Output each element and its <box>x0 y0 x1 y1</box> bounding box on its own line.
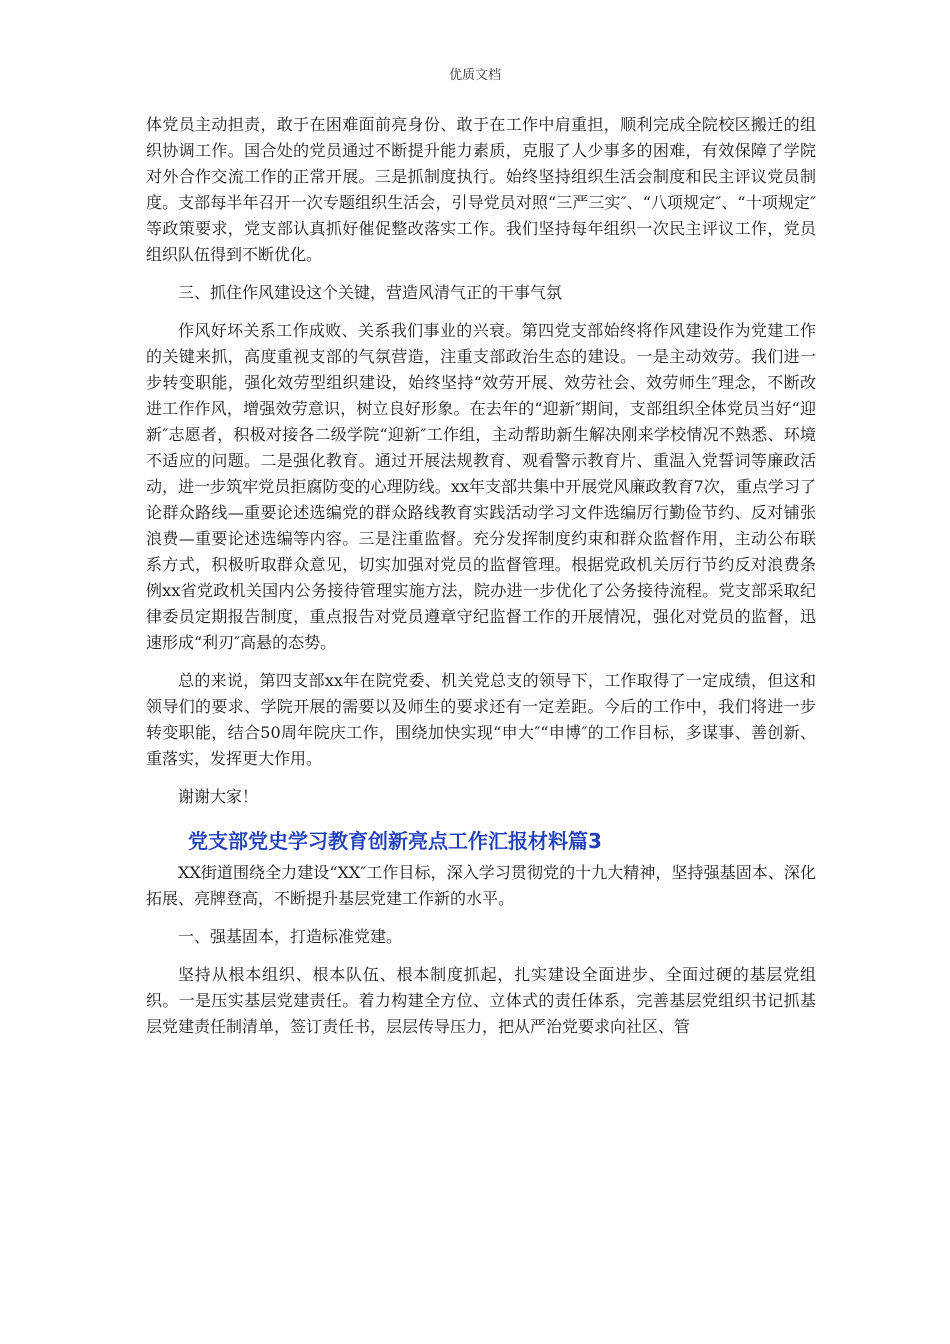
paragraph-2: 作风好坏关系工作成败、关系我们事业的兴衰。第四党支部始终将作风建设作为党建工作的关键来抓，高度重视支部的气氛营造，注重支部政治生态的建设。一是主动效劳。我们进一步转变职能，强化效劳型组织建设，始终坚持“效劳开展、效劳社会、效劳师生″理念，不断改进工作作风，增强效劳意识，树立良好形象。在去年的“迎新″期间，支部组织全体党员当好“迎新″志愿者，积极对接各二级学院“迎新″工作组，主动帮助新生解决刚来学校情况不熟悉、环境不适应的问题。二是强化教育。通过开展法规教育、观看警示教育片、重温入党誓词等廉政活动，进一步筑牢党员拒腐防变的心理防线。xx年支部共集中开展党风廉政教育7次，重点学习了论群众路线—重要论述选编党的群众路线教育实践活动学习文件选编厉行勤俭节约、反对铺张浪费—重要论述选编等内容。三是注重监督。充分发挥制度约束和群众监督作用，主动公布联系方式，积极听取群众意见，切实加强对党员的监督管理。根据党政机关厉行节约反对浪费条例xx省党政机关国内公务接待管理实施方法，院办进一步优化了公务接待流程。党支部采取纪律委员定期报告制度，重点报告对党员遵章守纪监督工作的开展情况，强化对党员的监督，迅速形成“利刃″高悬的态势。 <box>146 321 816 652</box>
paragraph-5: 坚持从根本组织、根本队伍、根本制度抓起，扎实建设全面进步、全面过硬的基层党组织。一是压实基层党建责任。着力构建全方位、立体式的责任体系，完善基层党组织书记抓基层党建责任制清单，签订责任书，层层传导压力，把从严治党要求向社区、管 <box>146 965 816 1036</box>
article-title: 党支部党史学习教育创新亮点工作汇报材料篇3 <box>188 829 602 853</box>
page-header: 优质文档 <box>448 68 501 83</box>
paragraph-4: XX街道围绕全力建设“XX″工作目标，深入学习贯彻党的十九大精神，坚持强基固本、深化拓展、亮牌登高，不断提升基层党建工作新的水平。 <box>146 863 816 908</box>
section-heading-3: 三、抓住作风建设这个关键，营造风清气正的干事气氛 <box>178 283 563 302</box>
section-heading-1: 一、强基固本，打造标准党建。 <box>178 927 403 946</box>
document-body <box>146 112 816 1040</box>
paragraph-1: 体党员主动担责，敢于在困难面前亮身份、敢于在工作中肩重担，顺利完成全院校区搬迁的组织协调工作。国合处的党员通过不断提升能力素质，克服了人少事多的困难，有效保障了学院对外合作交流工作的正常开展。三是抓制度执行。始终坚持组织生活会制度和民主评议党员制度。支部每半年召开一次专题组织生活会，引导党员对照“三严三实″、“八项规定″、“十项规定″等政策要求，党支部认真抓好催促整改落实工作。我们坚持每年组织一次民主评议工作，党员组织队伍得到不断优化。 <box>146 115 816 264</box>
paragraph-3: 总的来说，第四支部xx年在院党委、机关党总支的领导下，工作取得了一定成绩，但这和领导们的要求、学院开展的需要以及师生的要求还有一定差距。今后的工作中，我们将进一步转变职能，结合50周年院庆工作，围绕加快实现“申大″“申博″的工作目标，多谋事、善创新、重落实，发挥更大作用。 <box>146 671 816 768</box>
closing-line: 谢谢大家！ <box>178 787 259 806</box>
